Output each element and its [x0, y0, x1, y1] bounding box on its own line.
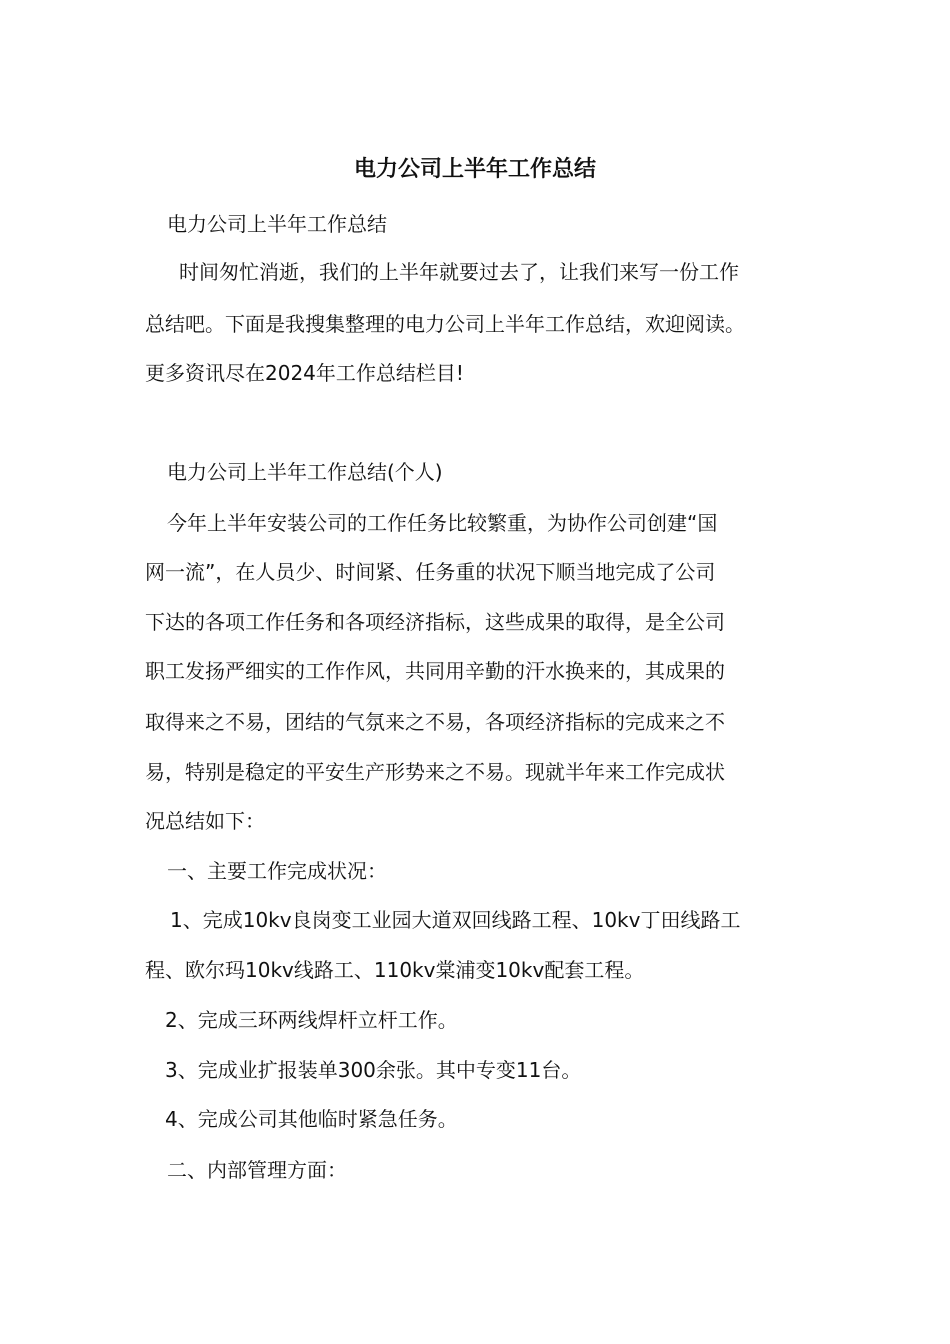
paragraph-line: 更多资讯尽在2024年工作总结栏目! [145, 361, 464, 385]
list-item: 2、完成三环两线焊杆立杆工作。 [165, 1008, 458, 1032]
paragraph-line: 时间匆忙消逝，我们的上半年就要过去了，让我们来写一份工作 [179, 260, 739, 284]
list-item: 1、完成10kv良岗变工业园大道双回线路工程、10kv丁田线路工 [170, 908, 741, 932]
document-title: 电力公司上半年工作总结 [353, 157, 596, 182]
paragraph-line: 总结吧。下面是我搜集整理的电力公司上半年工作总结，欢迎阅读。 [145, 312, 745, 336]
paragraph-line: 况总结如下： [145, 809, 265, 833]
list-item: 4、完成公司其他临时紧急任务。 [165, 1107, 458, 1131]
list-item: 3、完成业扩报装单300余张。其中专变11台。 [165, 1058, 582, 1082]
section-heading: 电力公司上半年工作总结(个人) [167, 460, 443, 484]
section-heading: 二、内部管理方面： [167, 1158, 347, 1182]
section-heading: 一、主要工作完成状况： [167, 859, 387, 883]
paragraph-line: 易，特别是稳定的平安生产形势来之不易。现就半年来工作完成状 [145, 760, 725, 784]
paragraph-line: 下达的各项工作任务和各项经济指标，这些成果的取得，是全公司 [145, 610, 725, 634]
paragraph-line: 网一流”，在人员少、时间紧、任务重的状况下顺当地完成了公司 [145, 560, 716, 584]
paragraph-line: 今年上半年安装公司的工作任务比较繁重，为协作公司创建“国 [167, 511, 718, 535]
paragraph-line: 职工发扬严细实的工作作风，共同用辛勤的汗水换来的，其成果的 [145, 659, 725, 683]
paragraph-line: 取得来之不易，团结的气氛来之不易，各项经济指标的完成来之不 [145, 710, 725, 734]
paragraph-line: 电力公司上半年工作总结 [167, 212, 387, 236]
paragraph-line: 程、欧尔玛10kv线路工、110kv棠浦变10kv配套工程。 [145, 958, 645, 982]
